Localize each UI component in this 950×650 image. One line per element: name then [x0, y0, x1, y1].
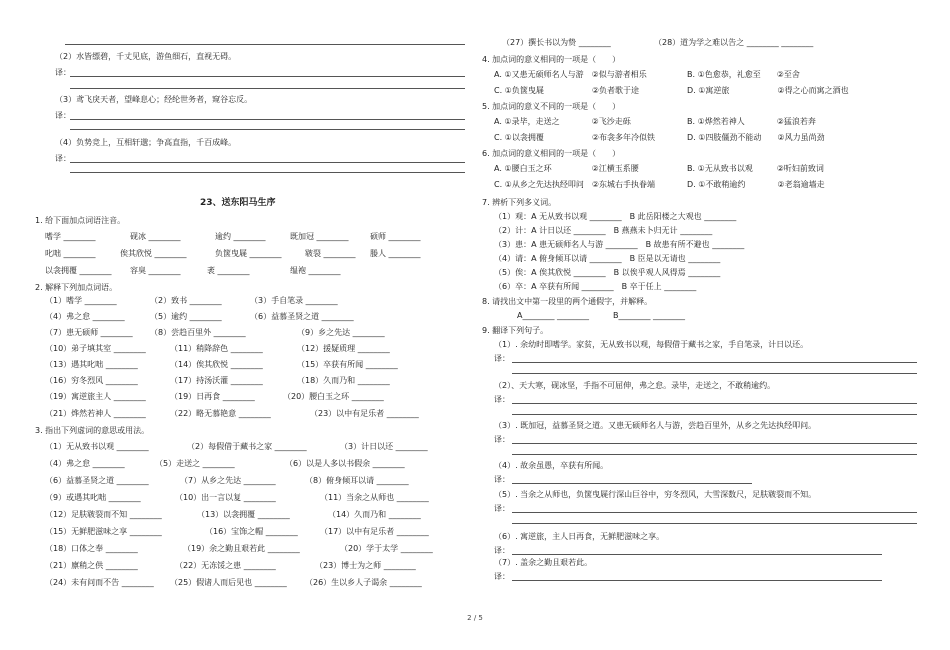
q3-item: （5）走送之 ________	[155, 459, 235, 468]
sentence: （7）. 盖余之勤且艰若此。	[494, 558, 593, 567]
translate-label: 译：	[494, 546, 510, 555]
answer-line[interactable]	[512, 403, 917, 404]
q2-item: （2）致书 ________	[150, 296, 222, 305]
q3-item: （12）足肤皲裂而不知 ________	[45, 510, 162, 519]
q1-item: 砚冰 ________	[130, 232, 181, 241]
translate-label: 译：	[55, 154, 71, 163]
answer-line[interactable]	[70, 119, 465, 120]
sentence: （6）. 寓逆旅，主人日再食，无鲜肥滋味之享。	[494, 532, 665, 541]
answer-line[interactable]	[70, 129, 465, 130]
q3-item: （26）生以乡人子谒余 ________	[305, 578, 422, 587]
q1-item: 既加冠 ________	[290, 232, 349, 241]
sentence: （3）. 既加冠，益慕圣贤之道。又患无硕师名人与游，尝趋百里外，从乡之先达执经叩问。	[494, 421, 817, 430]
q2-item: （21）烨然若神人 ________	[45, 409, 146, 418]
q3-item: （19）余之勤且艰若此 ________	[183, 544, 300, 553]
polysemy-item: （5）俟：A 俟其欣悦 ________ B 以俟乎观人风得焉 ________	[494, 268, 721, 277]
answer-line[interactable]	[70, 88, 465, 89]
q2-item: （22）略无慕艳意 ________	[170, 409, 271, 418]
q2-item: （12）援疑质理 ________	[297, 344, 390, 353]
q2-item: （8）尝趋百里外 ________	[150, 328, 246, 337]
translate-label: 译：	[55, 111, 71, 120]
q2-item: （20）腰白玉之环 ________	[283, 392, 384, 401]
choice-option: A. ①录毕，走送之 ②飞沙走砾	[494, 117, 631, 126]
q3-item: （13）以衾拥覆 ________	[197, 510, 290, 519]
answer-line[interactable]	[512, 454, 917, 455]
sentence: （5）. 当余之从师也，负箧曳屣行深山巨谷中，穷冬烈风，大雪深数尺，足肤皲裂而不知。	[494, 490, 817, 499]
q3-item: （6）以是人多以书假余 ________	[285, 459, 405, 468]
q3-item: （23）博士为之师 ________	[315, 561, 416, 570]
translate-label: 译：	[494, 435, 510, 444]
polysemy-item: （2）计：A 计日以还 ________ B 燕燕未卜归无计 ________	[494, 226, 713, 235]
sentence: （1）. 余幼时即嗜学。家贫，无从致书以观，每假借于藏书之家，手自笔录，计日以还。	[494, 340, 809, 349]
sentence: （3）鸢飞戾天者，望峰息心；经纶世务者，窥谷忘反。	[55, 95, 253, 104]
q1-item: 媵人 ________	[370, 249, 421, 258]
q3-item: （15）无鲜肥滋味之享 ________	[45, 527, 162, 536]
q1-item: 叱咄 ________	[45, 249, 96, 258]
choice-option: D. ①不敢稍逾约 ②老翁逾墙走	[687, 180, 825, 189]
q3-item: （28）道为学之难以告之 ________ ________	[654, 38, 814, 47]
answer-line	[65, 44, 465, 45]
question-heading: 7. 辨析下列多义词。	[482, 198, 557, 207]
q3-item: （24）未有问而不告 ________	[45, 578, 154, 587]
question-heading: 2. 解释下列加点词语。	[35, 283, 118, 292]
answer-line[interactable]	[512, 512, 917, 513]
choice-option: A. ①又患无硕师名人与游 ②似与游者相乐	[494, 70, 647, 79]
q3-item: （14）久而乃和 ________	[328, 510, 421, 519]
answer-line[interactable]	[70, 76, 465, 77]
question-heading: 6. 加点词的意义相同的一项是（ ）	[482, 149, 621, 158]
q2-item: （15）卒获有所闻 ________	[297, 360, 398, 369]
polysemy-item: （4）请：A 俯身倾耳以请 ________ B 臣是以无请也 ________	[494, 254, 721, 263]
q3-item: （8）俯身倾耳以请 ________	[305, 476, 409, 485]
choice-option: C. ①从乡之先达执经叩问 ②东城右手执眷端	[494, 180, 656, 189]
q2-item: （23）以中有足乐者 ________	[310, 409, 419, 418]
q2-item: （9）乡之先达 ________	[297, 328, 385, 337]
q1-item: 俟其欣悦 ________	[120, 249, 187, 258]
q3-item: （3）计日以还 ________	[340, 442, 428, 451]
q1-item: 袤 ________	[207, 266, 250, 275]
section-title: 23、送东阳马生序	[200, 198, 276, 208]
question-heading: 4. 加点词的意义相同的一项是（ ）	[482, 55, 621, 64]
q2-item: （17）持汤沃灌 ________	[170, 376, 263, 385]
q3-item: （10）出一言以复 ________	[175, 493, 276, 502]
q3-item: （1）无从致书以观 ________	[45, 442, 149, 451]
answer-line[interactable]	[512, 362, 917, 363]
q1-item: 硕师 ________	[370, 232, 421, 241]
answer-line[interactable]	[512, 523, 917, 524]
q2-item: （6）益慕圣贤之道 ________	[250, 312, 354, 321]
choice-option: D. ①寓逆旅 ②得之心而寓之酒也	[687, 86, 849, 95]
answer-line[interactable]	[512, 373, 917, 374]
translate-label: 译：	[494, 395, 510, 404]
answer-line[interactable]	[512, 580, 882, 581]
choice-option: D. ①四肢僵劲不能动 ②风力虽尚劲	[687, 133, 825, 142]
polysemy-item: （6）卒：A 卒获有所闻 ________ B 卒于任上 ________	[494, 282, 697, 291]
translate-label: 译：	[494, 572, 510, 581]
q2-item: （4）弗之怠 ________	[45, 312, 125, 321]
choice-option: B. ①无从致书以观 ②听妇前致词	[687, 164, 824, 173]
q2-item: （10）弟子填其室 ________	[45, 344, 146, 353]
choice-option: B. ①色愈恭，礼愈至 ②至舍	[687, 70, 800, 79]
q3-item: （20）学于太学 ________	[340, 544, 433, 553]
q2-item: （19）日再食 ________	[170, 392, 255, 401]
q1-item: 以衾拥覆 ________	[45, 266, 112, 275]
q3-item: （9）或遇其叱咄 ________	[45, 493, 141, 502]
question-heading: 9. 翻译下列句子。	[482, 326, 549, 335]
answer-line[interactable]	[512, 554, 882, 555]
q3-item: （4）弗之怠 ________	[45, 459, 125, 468]
q3-item: （27）撰长书以为贽 ________	[502, 38, 611, 47]
q2-item: （13）遇其叱咄 ________	[45, 360, 138, 369]
question-heading: 3. 指出下列虚词的意思或用法。	[35, 426, 150, 435]
q2-item: （5）逾约 ________	[150, 312, 222, 321]
q3-item: （6）益慕圣贤之道 ________	[45, 476, 149, 485]
q3-item: （16）宝饰之帽 ________	[205, 527, 298, 536]
sentence: （4）负势竞上，互相轩邈；争高直指，千百成峰。	[55, 138, 237, 147]
q2-item: （18）久而乃和 ________	[297, 376, 390, 385]
q2-item: （11）稍降辞色 ________	[170, 344, 263, 353]
q3-item: （25）假诸人而后见也 ________	[170, 578, 287, 587]
q1-item: 负箧曳屣 ________	[215, 249, 282, 258]
translate-label: 译：	[494, 504, 510, 513]
answer-line[interactable]	[70, 172, 465, 173]
q2-item: （1）嗜学 ________	[45, 296, 117, 305]
question-heading: 5. 加点词的意义不同的一项是（ ）	[482, 102, 621, 111]
polysemy-item: （3）患：A 患无硕师名人与游 ________ B 故患有所不避也 ________	[494, 240, 745, 249]
q3-item: （22）无冻馁之患 ________	[175, 561, 276, 570]
question-heading: 8. 请找出文中第一段里的两个通假字，并解释。	[482, 297, 653, 306]
choice-option: C. ①以衾拥覆 ②布衾多年冷似铁	[494, 133, 656, 142]
q3-item: （2）每假借于藏书之家 ________	[187, 442, 307, 451]
q3-item: （18）口体之奉 ________	[45, 544, 138, 553]
sentence: （4）. 故余虽愚，卒获有所闻。	[494, 461, 609, 470]
sentence: （2）、天大寒，砚冰坚，手指不可屈伸，弗之怠。录毕，走送之，不敢稍逾约。	[494, 381, 776, 390]
translate-label: 译：	[494, 354, 510, 363]
choice-option: B. ①烨然若神人 ②猛浪若奔	[687, 117, 816, 126]
q1-item: 皲裂 ________	[305, 249, 356, 258]
q2-item: （16）穷冬烈风 ________	[45, 376, 138, 385]
translate-label: 译：	[494, 475, 510, 484]
answer-blanks[interactable]: A________ ________ B________ ________	[517, 311, 686, 320]
polysemy-item: （1）观：A 无从致书以观 ________ B 此岳阳楼之大观也 ________	[494, 212, 737, 221]
choice-option: A. ①腰白玉之环 ②江横玉系腰	[494, 164, 639, 173]
q1-item: 嗜学 ________	[45, 232, 96, 241]
q2-item: （3）手自笔录 ________	[250, 296, 338, 305]
translate-label: 译：	[55, 68, 71, 77]
question-heading: 1. 给下面加点词语注音。	[35, 216, 126, 225]
answer-line[interactable]	[512, 443, 917, 444]
q3-item: （17）以中有足乐者 ________	[320, 527, 429, 536]
q3-item: （11）当余之从师也 ________	[320, 493, 429, 502]
q2-item: （14）俟其欣悦 ________	[170, 360, 263, 369]
q3-item: （21）廪稍之供 ________	[45, 561, 138, 570]
q3-item: （7）从乡之先达 ________	[180, 476, 276, 485]
q2-item: （7）患无硕师 ________	[45, 328, 133, 337]
q1-item: 容臭 ________	[130, 266, 181, 275]
q1-item: 缊袍 ________	[290, 266, 341, 275]
choice-option: C. ①负箧曳屣 ②负者歌于途	[494, 86, 640, 95]
q2-item: （19）寓逆旅主人 ________	[45, 392, 146, 401]
answer-line[interactable]	[70, 162, 465, 163]
answer-line[interactable]	[512, 414, 917, 415]
page-number: 2 / 5	[467, 614, 483, 622]
answer-line[interactable]	[512, 483, 752, 484]
sentence: （2）水皆缥碧，千丈见底，游鱼细石，直视无碍。	[55, 52, 237, 61]
q1-item: 逾约 ________	[215, 232, 266, 241]
